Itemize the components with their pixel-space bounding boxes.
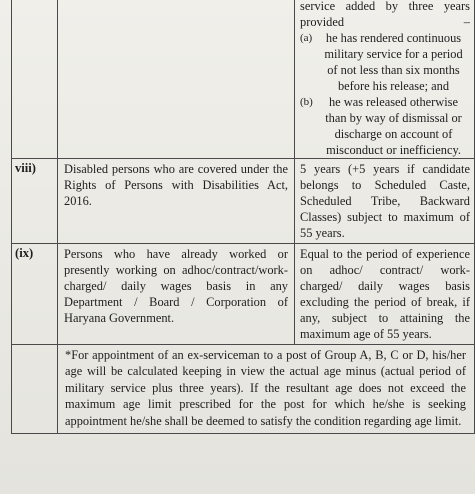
table-row-viii — [12, 159, 475, 244]
age-limit-text: Equal to the period of experience on adhoc/ contract/ work-charged/ daily wages basis excluding the period of break, if any, subject to attaining the maximum age of 55 years. — [295, 244, 475, 345]
age-limit-text: 5 years (+5 years if candidate belongs to Scheduled Caste, Scheduled Tribe, Backward Classes) subject to maximum of 55 years. — [295, 159, 475, 244]
table-row-footnote — [12, 345, 475, 434]
table-row-continued — [12, 0, 475, 159]
row-number: viii) — [12, 159, 58, 244]
conditions-list — [300, 30, 470, 158]
condition-item-b — [300, 94, 470, 158]
condition-marker-b: (b) — [300, 96, 313, 108]
table-row-ix — [12, 244, 475, 345]
category-cell-empty — [58, 0, 295, 159]
category-text: Disabled persons who are covered under the Rights of Persons with Disabilities Act, 2016. — [58, 159, 295, 244]
continued-intro-text: service added by three years provided – — [300, 0, 470, 29]
condition-text-b: he was released otherwise than by way of dismissal or discharge on account of misconduct or inefficiency. — [325, 95, 462, 157]
footnote-text: *For appointment of an ex-serviceman to a post of Group A, B, C or D, his/her age will be calculated keeping in view the actual age minus (actual period of military service plus three years). If the resultant age does not exceed the maximum age limit prescribed for the post for which he/she is seeking appointment he/she shall be deemed to satisfy the condition regarding age limit. — [58, 345, 475, 434]
category-text: Persons who have already worked or presently working on adhoc/contract/work-charged/ daily wages basis in any Department / Board / Corporation of Haryana Government. — [58, 244, 295, 345]
number-cell-empty — [12, 0, 58, 159]
age-relaxation-table — [11, 0, 475, 434]
age-limit-cell-continued — [295, 0, 475, 159]
number-cell-empty — [12, 345, 58, 434]
row-number: (ix) — [12, 244, 58, 345]
condition-text-a: he has rendered continuous military service for a period of not less than six months before his release; and — [324, 31, 463, 93]
condition-item-a — [300, 30, 470, 94]
condition-marker-a: (a) — [300, 32, 313, 44]
